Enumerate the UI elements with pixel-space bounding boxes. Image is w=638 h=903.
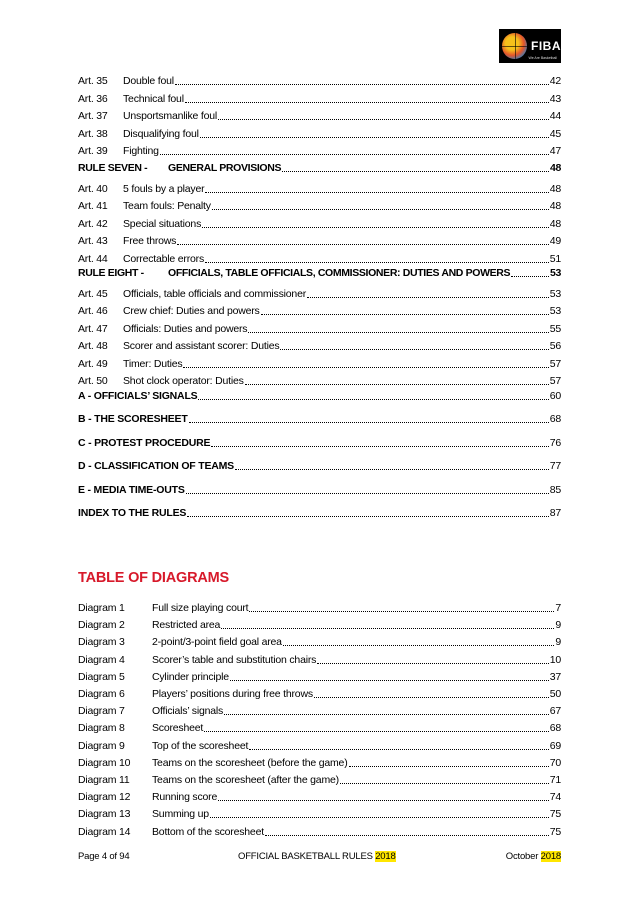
toc-entry [78,436,561,450]
toc-entry-page: 43 [549,93,561,105]
toc-entry [78,635,561,649]
dot-leader [307,296,549,298]
toc-entry-number: Art. 40 [78,183,108,195]
toc-entry-title: Timer: Duties [123,358,183,370]
toc-entry-page: 60 [549,390,561,402]
toc-entry-title: Cylinder principle [152,671,229,683]
toc-entry-title: OFFICIALS, TABLE OFFICIALS, COMMISSIONER: DUTIES AND POWERS [168,267,511,279]
toc-entry [78,459,561,473]
footer-page-number: Page 4 of 94 [78,851,130,862]
toc-entry-title: E - MEDIA TIME-OUTS [78,484,185,496]
toc-entry-number: Art. 44 [78,253,108,265]
logo-text: FIBA [531,39,561,53]
toc-entry-number: Diagram 11 [78,774,130,786]
dot-leader [187,515,548,517]
toc-entry-page: 50 [549,688,561,700]
toc-entry-page: 68 [549,413,561,425]
footer-title-year: 2018 [375,851,396,862]
toc-entry-title: A - OFFICIALS’ SIGNALS [78,390,198,402]
dot-leader [283,644,555,646]
dot-leader [218,799,549,801]
toc-entry-page: 48 [550,162,561,174]
toc-entry-title: Summing up [152,808,209,820]
toc-entry-number: Diagram 5 [78,671,125,683]
toc-entry [78,322,561,336]
toc-entry-title: Free throws [123,235,177,247]
dot-leader [340,782,549,784]
toc-entry [78,339,561,353]
toc-entry [78,687,561,701]
toc-entry-number: Diagram 1 [78,602,125,614]
dot-leader [249,610,554,612]
toc-entry-title: 5 fouls by a player [123,183,205,195]
toc-entry-number: Art. 46 [78,305,108,317]
toc-entry-title: Restricted area [152,619,221,631]
footer-document-title [238,850,396,864]
dot-leader [314,696,549,698]
toc-entry-title: Players’ positions during free throws [152,688,313,700]
dot-leader [349,765,549,767]
toc-entry [78,74,561,88]
toc-entry-page: 7 [555,602,561,614]
toc-entry [78,721,561,735]
dot-leader [282,170,549,172]
toc-entry-page: 45 [549,128,561,140]
toc-entry-title: Scoresheet [152,722,204,734]
dot-leader [198,398,548,400]
dot-leader [212,208,549,210]
toc-entry-title: Disqualifying foul [123,128,199,140]
toc-entry [78,266,561,280]
toc-entry-title: Officials’ signals [152,705,224,717]
toc-entry-page: 47 [549,145,561,157]
dot-leader [202,226,549,228]
toc-entry-page: 53 [549,305,561,317]
toc-entry-title: Bottom of the scoresheet [152,826,264,838]
toc-entry-page: 75 [549,826,561,838]
dot-leader [221,627,554,629]
toc-entry [78,825,561,839]
dot-leader [175,83,549,85]
dot-leader [205,191,548,193]
toc-entry [78,483,561,497]
toc-entry-number: Diagram 4 [78,654,125,666]
toc-entry-number: Diagram 8 [78,722,125,734]
toc-entry [78,618,561,632]
toc-entry [78,653,561,667]
toc-entry-page: 49 [549,235,561,247]
toc-entry [78,374,561,388]
dot-leader [511,275,549,277]
toc-entry-number: Diagram 6 [78,688,125,700]
dot-leader [248,331,548,333]
toc-entry-title: Unsportsmanlike foul [123,110,218,122]
toc-entry-number: Art. 43 [78,235,108,247]
toc-entry-title: Full size playing court [152,602,249,614]
toc-entry-page: 51 [549,253,561,265]
toc-entry-page: 67 [549,705,561,717]
toc-entry [78,739,561,753]
toc-entry-number: Art. 38 [78,128,108,140]
toc-entry-number: Diagram 10 [78,757,131,769]
toc-entry [78,92,561,106]
toc-entry-number: Art. 37 [78,110,108,122]
dot-leader [224,713,549,715]
toc-entry-number: Art. 41 [78,200,108,212]
toc-entry-number: Art. 36 [78,93,108,105]
toc-entry-number: RULE EIGHT - [78,267,144,279]
toc-entry-number: Diagram 13 [78,808,131,820]
footer-date-month: October [505,851,539,862]
basketball-globe-icon [502,33,527,59]
toc-entry-page: 85 [549,484,561,496]
footer-date [506,850,561,864]
dot-leader [211,445,548,447]
toc-entry [78,234,561,248]
dot-leader [265,834,549,836]
dot-leader [183,366,548,368]
toc-entry-title: Scorer’s table and substitution chairs [152,654,317,666]
toc-entry-number: Diagram 12 [78,791,131,803]
toc-entry-number: Art. 47 [78,323,108,335]
toc-entry-title: Officials: Duties and powers [123,323,248,335]
toc-entry [78,807,561,821]
toc-entry [78,773,561,787]
toc-entry-title: Technical foul [123,93,184,105]
toc-entry [78,199,561,213]
toc-entry-page: 53 [549,288,561,300]
fiba-logo [499,29,561,63]
toc-entry-number: Diagram 7 [78,705,125,717]
toc-entry [78,109,561,123]
toc-entry-title: GENERAL PROVISIONS [168,162,282,174]
dot-leader [160,153,549,155]
dot-leader [177,243,548,245]
toc-entry [78,127,561,141]
dot-leader [317,662,549,664]
toc-entry [78,304,561,318]
toc-entry-title: Crew chief: Duties and powers [123,305,260,317]
dot-leader [218,118,549,120]
toc-entry-title: Team fouls: Penalty [123,200,211,212]
dot-leader [249,748,549,750]
dot-leader [185,101,549,103]
toc-entry-number: Art. 42 [78,218,108,230]
toc-entry [78,412,561,426]
dot-leader [204,730,549,732]
toc-entry-page: 70 [549,757,561,769]
toc-entry [78,506,561,520]
toc-entry-page: 74 [549,791,561,803]
toc-entry [78,252,561,266]
toc-entry [78,756,561,770]
diagrams-heading: TABLE OF DIAGRAMS [78,570,229,586]
toc-entry-page: 57 [549,375,561,387]
toc-entry-number: RULE SEVEN - [78,162,148,174]
toc-entry-title: D - CLASSIFICATION OF TEAMS [78,460,234,472]
toc-entry-page: 48 [549,200,561,212]
toc-entry [78,357,561,371]
toc-entry-page: 57 [549,358,561,370]
toc-entry [78,217,561,231]
toc-entry-title: 2-point/3-point field goal area [152,636,282,648]
toc-entry-title: Top of the scoresheet [152,740,249,752]
toc-entry-page: 9 [555,619,561,631]
toc-entry-page: 55 [549,323,561,335]
toc-entry-page: 48 [549,183,561,195]
dot-leader [205,261,549,263]
dot-leader [210,816,549,818]
dot-leader [230,679,549,681]
toc-entry-title: Shot clock operator: Duties [123,375,244,387]
toc-entry [78,182,561,196]
toc-entry-title: Teams on the scoresheet (after the game) [152,774,339,786]
dot-leader [200,136,549,138]
toc-entry-page: 42 [549,75,561,87]
toc-entry-number: Art. 48 [78,340,108,352]
toc-entry-page: 71 [549,774,561,786]
dot-leader [235,468,549,470]
toc-entry-title: Teams on the scoresheet (before the game) [152,757,348,769]
toc-entry-title: Running score [152,791,218,803]
toc-entry-page: 69 [549,740,561,752]
toc-entry-title: Officials, table officials and commissioner [123,288,307,300]
toc-entry-page: 68 [549,722,561,734]
toc-entry-number: Art. 49 [78,358,108,370]
toc-entry-title: INDEX TO THE RULES [78,507,187,519]
toc-entry-title: Scorer and assistant scorer: Duties [123,340,280,352]
toc-entry-number: Diagram 3 [78,636,125,648]
toc-entry [78,161,561,175]
toc-entry [78,389,561,403]
toc-entry-page: 53 [550,267,561,279]
toc-entry-page: 76 [549,437,561,449]
toc-entry-page: 75 [549,808,561,820]
toc-entry-page: 56 [549,340,561,352]
footer-title-text: OFFICIAL BASKETBALL RULES [238,851,373,862]
dot-leader [261,313,549,315]
toc-entry-number: Diagram 2 [78,619,125,631]
toc-entry-number: Art. 39 [78,145,108,157]
toc-entry-title: Special situations [123,218,202,230]
toc-entry [78,704,561,718]
toc-entry-page: 77 [549,460,561,472]
toc-entry-number: Art. 50 [78,375,108,387]
toc-entry-number: Art. 35 [78,75,108,87]
toc-entry-number: Diagram 14 [78,826,131,838]
toc-entry-number: Art. 45 [78,288,108,300]
toc-entry-page: 37 [549,671,561,683]
toc-entry [78,790,561,804]
toc-entry-page: 48 [549,218,561,230]
footer-date-year: 2018 [540,851,561,862]
toc-entry-title: C - PROTEST PROCEDURE [78,437,211,449]
dot-leader [186,492,549,494]
dot-leader [245,383,549,385]
page-footer [78,850,561,864]
dot-leader [280,348,548,350]
toc-entry-number: Diagram 9 [78,740,125,752]
toc-entry-page: 87 [549,507,561,519]
dot-leader [189,421,549,423]
toc-entry-title: Fighting [123,145,159,157]
toc-entry [78,670,561,684]
toc-entry-page: 10 [549,654,561,666]
toc-entry-title: B - THE SCORESHEET [78,413,188,425]
toc-entry [78,287,561,301]
toc-entry [78,601,561,615]
toc-entry-title: Correctable errors [123,253,205,265]
logo-tagline: We Are Basketball [528,56,557,60]
toc-entry-page: 9 [555,636,561,648]
toc-entry-page: 44 [549,110,561,122]
toc-entry-title: Double foul [123,75,174,87]
toc-entry [78,144,561,158]
